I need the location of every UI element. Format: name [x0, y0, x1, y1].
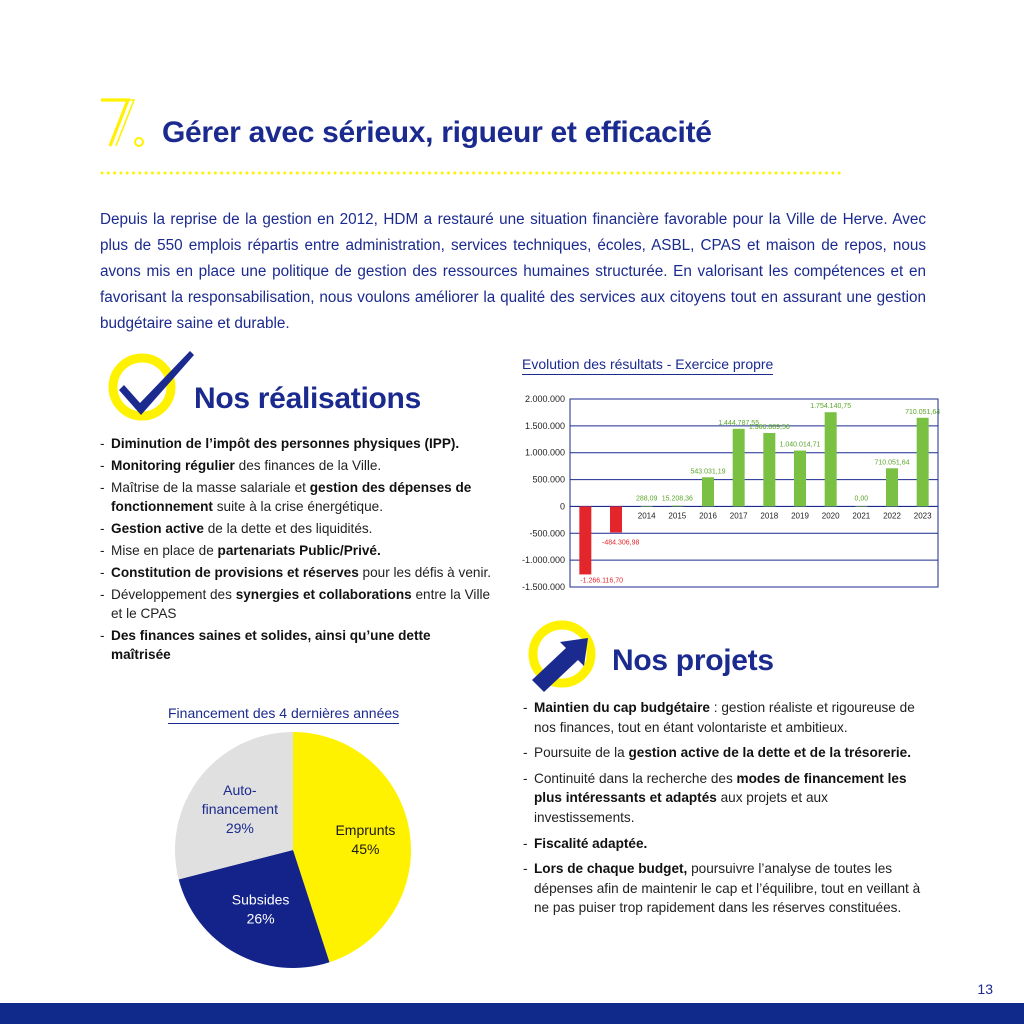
- projet-item: - Continuité dans la recherche des modes de financement les plus intéressants et adaptés aux projets et aux investissements.: [523, 769, 931, 828]
- y-tick-label: -500.000: [529, 528, 565, 539]
- pie-label: 45%: [351, 840, 380, 857]
- bar: [702, 477, 714, 506]
- bar: [671, 506, 683, 507]
- data-label: 288,09: [635, 495, 658, 503]
- page-number: 13: [977, 981, 993, 997]
- bar: [641, 506, 653, 507]
- arrow-up-right-icon: [526, 618, 610, 696]
- realisations-title: Nos réalisations: [194, 382, 421, 415]
- bar: [825, 412, 837, 506]
- realisation-item: - Développement des synergies et collaborations entre la Ville et le CPAS: [100, 585, 492, 623]
- realisations-list: [100, 434, 492, 667]
- x-tick-label: 2020: [821, 511, 840, 521]
- x-tick-label: 2017: [729, 511, 748, 521]
- bar: [917, 418, 929, 507]
- pie-chart: [160, 728, 440, 978]
- x-tick-label: 2016: [699, 511, 717, 521]
- checkmark-icon: [104, 345, 196, 423]
- bar: [579, 506, 591, 574]
- data-label: 1.444.787,55: [718, 419, 760, 427]
- data-label: 15.208,36: [661, 495, 693, 503]
- data-label: 710.051,64: [905, 408, 941, 416]
- y-tick-label: 1.000.000: [524, 447, 565, 458]
- bar: [763, 433, 775, 506]
- realisation-item: - Des finances saines et solides, ainsi qu’une dette maîtrisée: [100, 626, 492, 664]
- y-tick-label: -1.000.000: [521, 555, 565, 566]
- y-tick-label: 2.000.000: [524, 394, 565, 404]
- data-label: 1.754.140,75: [810, 403, 852, 411]
- bar: [794, 451, 806, 507]
- projet-item: - Fiscalité adaptée.: [523, 834, 931, 854]
- projets-title: Nos projets: [612, 644, 774, 677]
- realisation-item: - Monitoring régulier des finances de la Ville.: [100, 456, 492, 475]
- data-label: 1.366.889,56: [748, 424, 790, 432]
- y-tick-label: -1.500.000: [521, 582, 565, 592]
- bar-chart-title: Evolution des résultats - Exercice propre: [522, 356, 773, 375]
- projet-item: - Maintien du cap budgétaire : gestion réaliste et rigoureuse de nos finances, tout en étant volontariste et ambitieux.: [523, 698, 931, 737]
- realisation-item: - Diminution de l’impôt des personnes physiques (IPP).: [100, 434, 492, 453]
- y-tick-label: 500.000: [532, 474, 565, 485]
- pie-label: 26%: [246, 910, 275, 927]
- intro-paragraph: Depuis la reprise de la gestion en 2012, HDM a restauré une situation financière favorable pour la Ville de Herve. Avec plus de 550 emplois répartis entre administration, services techniques, écoles, ASBL, CPAS et maison de repos, nous avons mis en place une politique de gestion des ressources humaines structurée. En valorisant les compétences et en favorisant la responsabilisation, nous voulons améliorer la qualité des services aux citoyens tout en assurant une gestion budgétaire saine et durable.: [100, 211, 926, 332]
- projet-item: - Lors de chaque budget, poursuivre l’analyse de toutes les dépenses afin de maintenir le cap et l’équilibre, tout en veillant à ne pas puiser trop rapidement dans les réserves constituées.: [523, 859, 931, 918]
- dotted-divider: [100, 171, 845, 175]
- y-tick-label: 0: [559, 501, 565, 512]
- pie-label: 29%: [225, 819, 254, 836]
- realisation-item: - Constitution de provisions et réserves pour les défis à venir.: [100, 563, 492, 582]
- projet-item: - Poursuite de la gestion active de la dette et de la trésorerie.: [523, 743, 931, 763]
- pie-label: Subsides: [231, 891, 290, 908]
- x-tick-label: 2022: [883, 511, 901, 521]
- x-tick-label: 2018: [760, 511, 779, 521]
- bar: [610, 506, 622, 532]
- data-label: 0,00: [854, 495, 869, 503]
- x-tick-label: 2015: [668, 511, 687, 521]
- data-label: 543.031,19: [690, 468, 726, 476]
- projets-list: [523, 698, 931, 924]
- page-title: Gérer avec sérieux, rigueur et efficacité: [162, 116, 712, 149]
- section-number: [98, 94, 144, 152]
- realisation-item: - Gestion active de la dette et des liquidités.: [100, 519, 492, 538]
- pie-label: Auto-: [223, 781, 257, 798]
- data-label: -1.266.116,70: [580, 577, 624, 585]
- pie-chart-title: Financement des 4 dernières années: [168, 705, 399, 724]
- data-label: -484.306,98: [602, 539, 640, 547]
- footer-bar: [0, 1003, 1024, 1024]
- data-label: 710.051,64: [874, 459, 910, 467]
- realisation-item: - Maîtrise de la masse salariale et gestion des dépenses de fonctionnement suite à la crise énergétique.: [100, 478, 492, 516]
- bar: [733, 429, 745, 507]
- x-tick-label: 2014: [637, 511, 656, 521]
- bar: [886, 468, 898, 506]
- realisation-item: - Mise en place de partenariats Public/Privé.: [100, 541, 492, 560]
- x-tick-label: 2023: [913, 511, 932, 521]
- pie-label: Emprunts: [335, 821, 396, 838]
- bar: [855, 506, 867, 507]
- bar-chart: [508, 385, 948, 600]
- x-tick-label: 2019: [791, 511, 809, 521]
- x-tick-label: 2021: [852, 511, 871, 521]
- data-label: 1.040.014,71: [779, 441, 821, 449]
- y-tick-label: 1.500.000: [524, 420, 565, 431]
- pie-label: financement: [201, 800, 278, 817]
